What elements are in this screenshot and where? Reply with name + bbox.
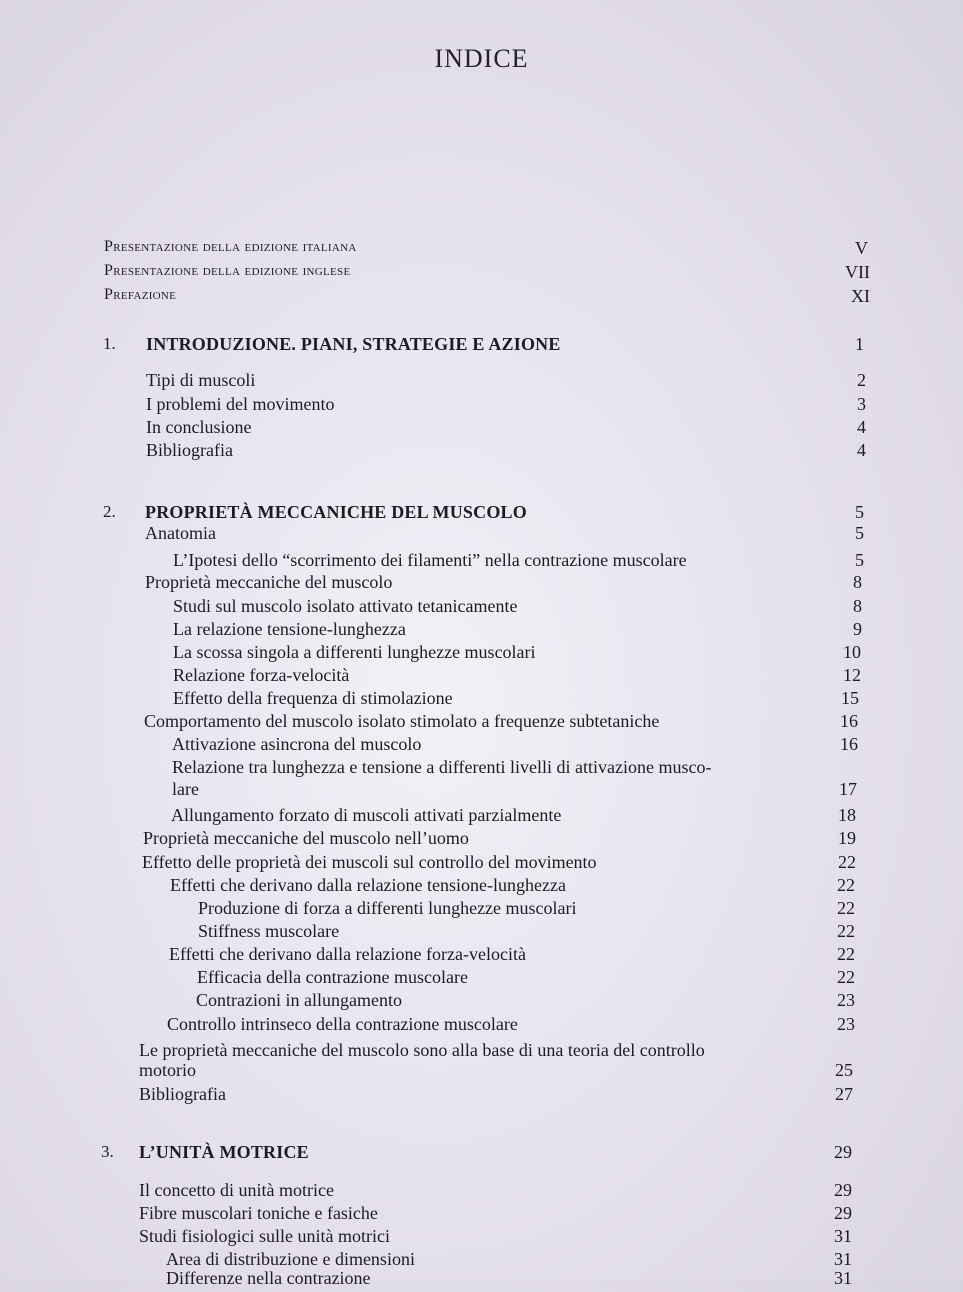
page-title: INDICE: [434, 44, 529, 73]
toc-entry-text: Effetto della frequenza di stimolazione: [173, 688, 453, 708]
toc-entry: [0, 417, 963, 441]
chapter-number: 1.: [103, 334, 116, 353]
toc-entry-text: La relazione tensione-lunghezza: [173, 619, 406, 639]
toc-entry-text: Efficacia della contrazione muscolare: [197, 967, 469, 987]
toc-entry-page: 18: [838, 805, 856, 825]
toc-entry-page: 22: [838, 852, 856, 872]
toc-entry-page: 22: [837, 944, 855, 964]
toc-entry-page: 22: [837, 898, 855, 918]
toc-entry-text: Studi fisiologici sulle unità motrici: [139, 1226, 390, 1246]
toc-entry-page: 8: [853, 572, 862, 592]
toc-entry: [0, 990, 963, 1014]
toc-entry-page: 5: [855, 550, 864, 570]
front-matter-item: [0, 286, 963, 310]
toc-entry-text: Comportamento del muscolo isolato stimolato a frequenze subtetaniche: [144, 711, 660, 731]
toc-entry: [0, 898, 963, 922]
toc-entry-text: Il concetto di unità motrice: [139, 1180, 334, 1200]
toc-entry-page: 31: [834, 1226, 852, 1246]
chapter-title: INTRODUZIONE. PIANI, STRATEGIE E AZIONE: [146, 334, 561, 354]
toc-entry-page: 9: [853, 619, 862, 639]
toc-entry-text: In conclusione: [146, 417, 252, 437]
toc-entry-text: Allungamento forzato di muscoli attivati parzialmente: [171, 805, 562, 825]
toc-entry-text: L’Ipotesi dello “scorrimento dei filamenti” nella contrazione muscolare: [173, 550, 687, 570]
toc-entry: [0, 734, 963, 758]
toc-entry-page: 12: [843, 665, 861, 685]
toc-entry-page: 23: [837, 1014, 855, 1034]
front-matter-page: VII: [845, 262, 870, 282]
toc-entry-page: 17: [839, 779, 857, 799]
toc-entry-page: 29: [834, 1180, 852, 1200]
toc-entry-page: 27: [835, 1084, 853, 1104]
toc-entry: [0, 828, 963, 852]
toc-entry-text: Stiffness muscolare: [198, 921, 340, 941]
toc-entry-page: 23: [837, 990, 855, 1010]
chapter-number: 3.: [101, 1142, 114, 1161]
toc-entry-text: Bibliografia: [139, 1084, 226, 1104]
chapter-page: 29: [834, 1142, 852, 1162]
toc-entry: [0, 1014, 963, 1038]
toc-entry-text: Attivazione asincrona del muscolo: [172, 734, 422, 754]
toc-entry-page: 19: [838, 828, 856, 848]
toc-entry-page: 4: [857, 440, 866, 460]
toc-entry: [0, 967, 963, 991]
toc-entry-text: I problemi del movimento: [146, 394, 335, 414]
chapter-title: L’UNITÀ MOTRICE: [139, 1142, 309, 1162]
front-matter-item: [0, 238, 963, 262]
toc-entry-page: 31: [834, 1268, 852, 1288]
toc-entry: [0, 757, 963, 781]
chapter-number: 2.: [103, 502, 116, 521]
toc-entry-text: Studi sul muscolo isolato attivato tetanicamente: [173, 596, 518, 616]
chapter-heading: [0, 1142, 963, 1166]
toc-entry-page: 2: [857, 370, 866, 390]
toc-entry: [0, 1268, 963, 1292]
toc-entry-text: Anatomia: [145, 523, 216, 543]
chapter-title: PROPRIETÀ MECCANICHE DEL MUSCOLO: [145, 502, 527, 522]
toc-entry: [0, 852, 963, 876]
toc-entry: [0, 370, 963, 394]
toc-entry: [0, 711, 963, 735]
toc-entry: [0, 440, 963, 464]
front-matter-page: V: [855, 238, 868, 258]
toc-entry: [0, 572, 963, 596]
toc-entry: [0, 550, 963, 574]
toc-entry: [0, 642, 963, 666]
front-matter-label: Presentazione della edizione italiana: [104, 238, 357, 255]
toc-entry-text: Proprietà meccaniche del muscolo: [145, 572, 393, 592]
toc-entry-page: 15: [841, 688, 859, 708]
toc-entry-text: Relazione tra lunghezza e tensione a differenti livelli di attivazione musco-: [172, 757, 712, 777]
toc-entry-page: 4: [857, 417, 866, 437]
front-matter-page: XI: [851, 286, 870, 306]
toc-entry: [0, 805, 963, 829]
toc-entry-text: Effetto delle proprietà dei muscoli sul controllo del movimento: [142, 852, 597, 872]
toc-entry-page: 22: [837, 967, 855, 987]
toc-entry-text: Produzione di forza a differenti lunghezze muscolari: [198, 898, 577, 918]
toc-entry-page: 29: [834, 1203, 852, 1223]
front-matter-item: [0, 262, 963, 286]
toc-entry-page: 22: [837, 921, 855, 941]
toc-entry-page: 16: [840, 711, 858, 731]
front-matter-label: Presentazione della edizione inglese: [104, 262, 351, 279]
toc-entry-page: 8: [853, 596, 862, 616]
toc-entry-text: Fibre muscolari toniche e fasiche: [139, 1203, 378, 1223]
toc-entry: [0, 394, 963, 418]
toc-entry-text: Effetti che derivano dalla relazione forza-velocità: [169, 944, 526, 964]
toc-entry: [0, 688, 963, 712]
toc-entry: [0, 1226, 963, 1250]
toc-entry-text: Proprietà meccaniche del muscolo nell’uomo: [143, 828, 469, 848]
toc-entry-text: Tipi di muscoli: [146, 370, 256, 390]
toc-entry-page: 25: [835, 1060, 853, 1080]
chapter-page: 5: [855, 502, 864, 522]
toc-entry-text: Differenze nella contrazione: [166, 1268, 371, 1288]
toc-entry-text: La scossa singola a differenti lunghezze muscolari: [173, 642, 536, 662]
toc-entry: [0, 665, 963, 689]
chapter-heading: [0, 334, 963, 358]
toc-entry: [0, 1203, 963, 1227]
toc-entry: [0, 523, 963, 547]
chapter-page: 1: [855, 334, 864, 354]
front-matter-label: Prefazione: [104, 286, 177, 303]
toc-entry-text: Effetti che derivano dalla relazione tensione-lunghezza: [170, 875, 566, 895]
toc-entry-text: Controllo intrinseco della contrazione muscolare: [167, 1014, 518, 1034]
toc-entry: [0, 1060, 963, 1084]
toc-entry: [0, 944, 963, 968]
toc-entry: [0, 619, 963, 643]
toc-entry-text: Bibliografia: [146, 440, 233, 460]
toc-entry: [0, 921, 963, 945]
toc-entry-text: motorio: [139, 1060, 196, 1080]
toc-entry-text: Contrazioni in allungamento: [196, 990, 402, 1010]
toc-entry-page: 3: [857, 394, 866, 414]
toc-entry: [0, 596, 963, 620]
toc-entry-text: Area di distribuzione e dimensioni: [166, 1249, 415, 1269]
toc-entry-text: lare: [172, 779, 199, 799]
toc-entry-page: 16: [840, 734, 858, 754]
toc-entry-page: 5: [855, 523, 864, 543]
toc-entry-page: 31: [834, 1249, 852, 1269]
toc-entry-text: Relazione forza-velocità: [173, 665, 350, 685]
toc-entry: [0, 875, 963, 899]
toc-entry: [0, 1180, 963, 1204]
toc-entry: [0, 1084, 963, 1108]
toc-entry-page: 10: [843, 642, 861, 662]
toc-entry-text: Le proprietà meccaniche del muscolo sono alla base di una teoria del controllo: [139, 1040, 705, 1060]
toc-entry-page: 22: [837, 875, 855, 895]
toc-entry: [0, 779, 963, 803]
